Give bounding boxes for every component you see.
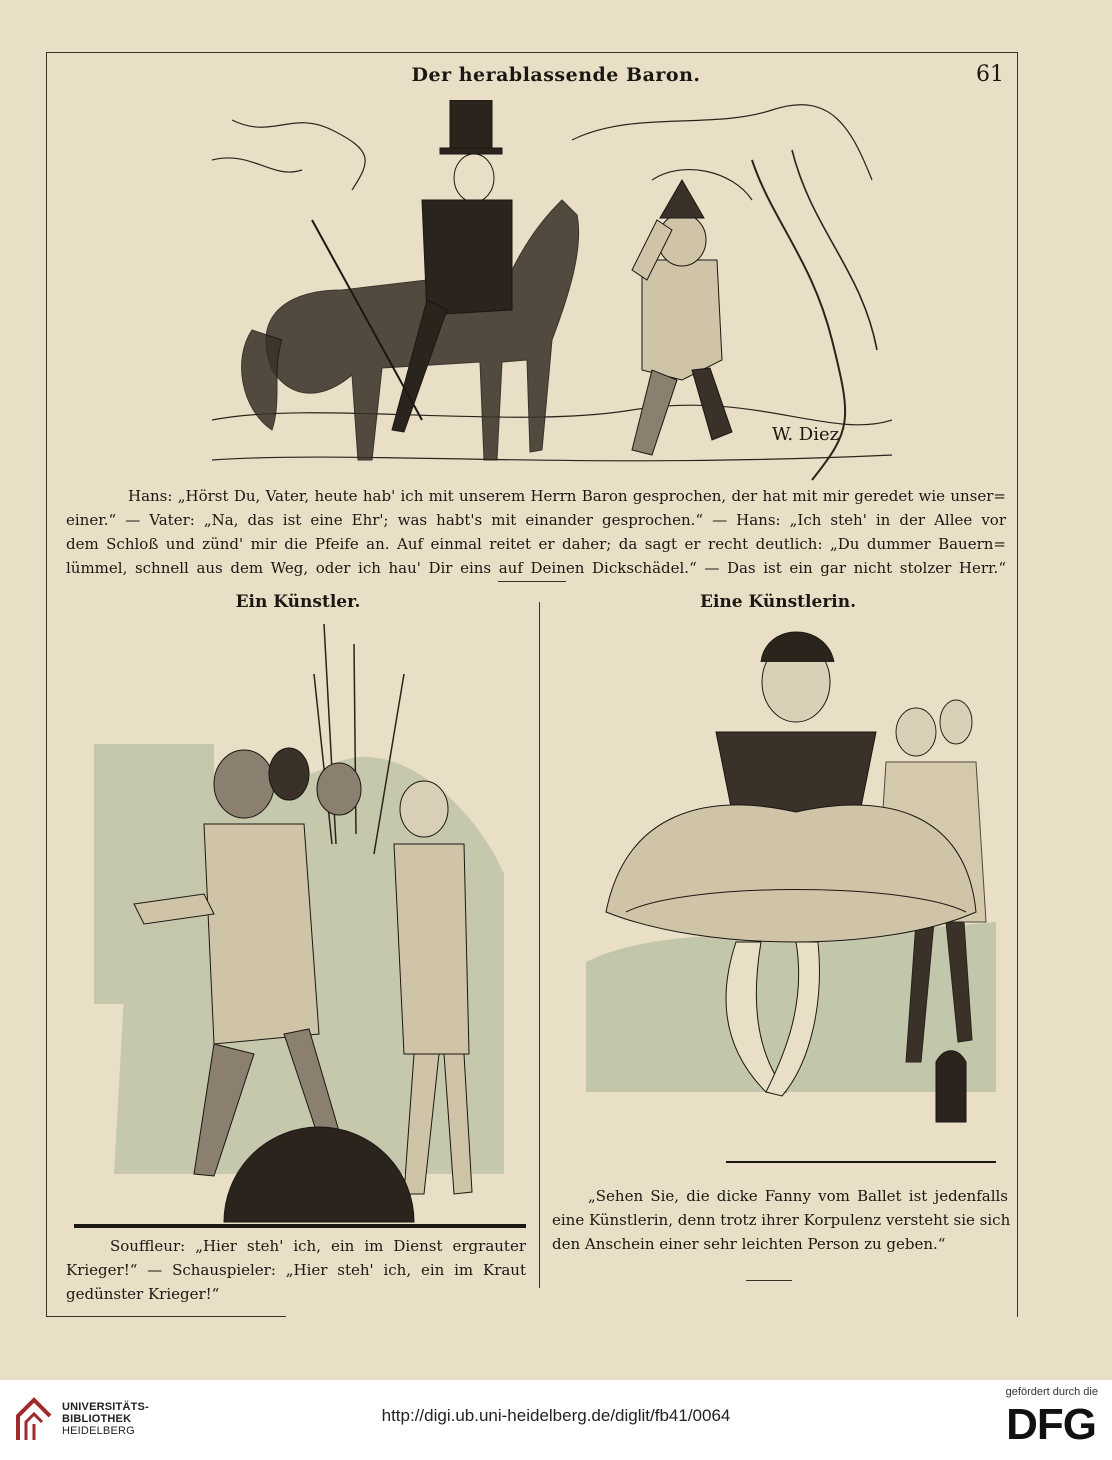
left-caption-line: Krieger!“ — Schauspieler: „Hier steh' ich, ein im Kraut	[66, 1261, 526, 1279]
permalink-url[interactable]: http://digi.ub.uni-heidelberg.de/diglit/fb41/0064	[381, 1406, 731, 1425]
frame-bottom-rule	[46, 1316, 286, 1317]
section-separator	[498, 581, 566, 582]
artist-woman-illustration	[586, 622, 996, 1182]
left-caption-line: gedünster Krieger!“	[66, 1285, 220, 1303]
right-caption-line: „Sehen Sie, die dicke Fanny vom Ballet ist jedenfalls	[588, 1187, 1008, 1205]
institution-line: UNIVERSITÄTS-	[62, 1401, 149, 1413]
institution-line: HEIDELBERG	[62, 1425, 135, 1437]
funding-note: gefördert durch die	[1005, 1386, 1098, 1398]
column-divider	[539, 602, 540, 1288]
left-caption-line: Souffleur: „Hier steh' ich, ein im Dienst ergrauter	[110, 1237, 526, 1255]
artist-signature: W. Diez	[772, 424, 840, 445]
top-caption-line: dem Schloß und zünd' mir die Pfeife an. Auf einmal reitet er daher; da sagt er recht deutlich: „Du dummer Bauern=	[66, 535, 1006, 553]
right-end-rule	[746, 1280, 792, 1281]
top-caption	[66, 484, 1006, 580]
right-caption-line: den Anschein einer sehr leichten Person zu geben.“	[552, 1235, 946, 1253]
page-number: 61	[976, 62, 1004, 87]
top-caption-line: Hans: „Hörst Du, Vater, heute hab' ich mit unserem Herrn Baron gesprochen, der hat mit mir geredet wie unser=	[128, 487, 1006, 505]
left-section-title: Ein Künstler.	[235, 592, 361, 612]
artist-illustration	[74, 614, 526, 1232]
institution-line: BIBLIOTHEK	[62, 1413, 132, 1425]
right-caption	[552, 1184, 1011, 1256]
left-caption	[66, 1234, 526, 1306]
dfg-logo: DFG	[1006, 1400, 1096, 1449]
baron-illustration	[212, 100, 892, 490]
top-caption-line: einer.“ — Vater: „Na, das ist eine Ehr'; was habt's mit einander gesprochen.“ — Hans: „Ich steh' in der Allee vor	[66, 511, 1006, 529]
right-caption-line: eine Künstlerin, denn trotz ihrer Korpulenz versteht sie sich	[552, 1211, 1011, 1229]
right-section-title: Eine Künstlerin.	[699, 592, 857, 612]
top-caption-line: lümmel, schnell aus dem Weg, oder ich hau' Dir eins auf Deinen Dickschädel.“ — Das ist ein gar nicht stolzer Herr.“	[66, 559, 1006, 577]
page-title: Der herablassende Baron.	[411, 64, 701, 86]
viewer-footer	[0, 1380, 1112, 1460]
